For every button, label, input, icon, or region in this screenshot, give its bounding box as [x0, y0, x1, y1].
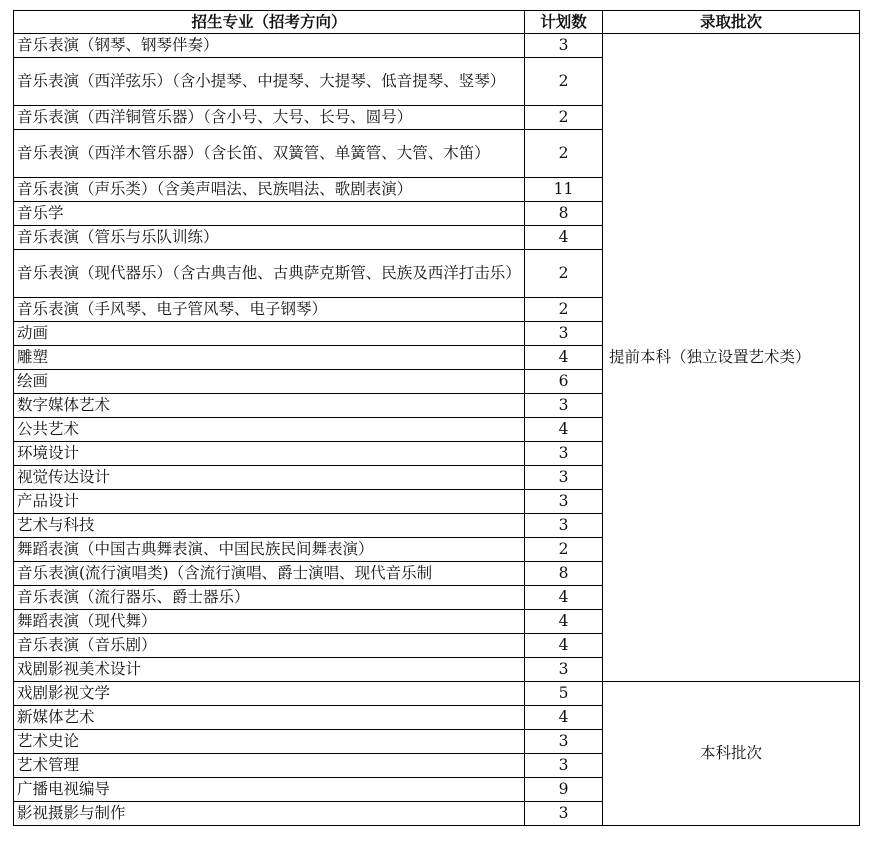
table-row: [14, 34, 860, 58]
major-cell: 艺术史论: [14, 730, 525, 754]
major-cell: 新媒体艺术: [14, 706, 525, 730]
table-row: [14, 682, 860, 706]
quota-cell: 8: [525, 562, 603, 586]
quota-cell: 3: [525, 466, 603, 490]
major-cell: 音乐表演（西洋弦乐）（含小提琴、中提琴、大提琴、低音提琴、竖琴）: [14, 58, 525, 106]
major-cell: 视觉传达设计: [14, 466, 525, 490]
major-cell: 音乐表演（手风琴、电子管风琴、电子钢琴）: [14, 298, 525, 322]
major-cell: 音乐表演（声乐类）（含美声唱法、民族唱法、歌剧表演）: [14, 178, 525, 202]
quota-cell: 2: [525, 58, 603, 106]
quota-cell: 4: [525, 586, 603, 610]
quota-cell: 3: [525, 490, 603, 514]
table-header-row: [14, 11, 860, 34]
major-cell: 产品设计: [14, 490, 525, 514]
major-cell: 音乐表演（管乐与乐队训练）: [14, 226, 525, 250]
quota-cell: 2: [525, 250, 603, 298]
quota-cell: 3: [525, 34, 603, 58]
quota-cell: 3: [525, 730, 603, 754]
major-cell: 数字媒体艺术: [14, 394, 525, 418]
quota-cell: 9: [525, 778, 603, 802]
quota-cell: 6: [525, 370, 603, 394]
major-cell: 舞蹈表演（现代舞）: [14, 610, 525, 634]
header-batch: 录取批次: [603, 11, 860, 34]
major-cell: 戏剧影视美术设计: [14, 658, 525, 682]
quota-cell: 2: [525, 298, 603, 322]
major-cell: 广播电视编导: [14, 778, 525, 802]
quota-cell: 4: [525, 610, 603, 634]
major-cell: 雕塑: [14, 346, 525, 370]
batch-cell: 提前本科（独立设置艺术类）: [603, 34, 860, 682]
major-cell: 音乐表演（音乐剧）: [14, 634, 525, 658]
quota-cell: 3: [525, 754, 603, 778]
major-cell: 音乐表演（西洋木管乐器）（含长笛、双簧管、单簧管、大管、木笛）: [14, 130, 525, 178]
major-cell: 艺术与科技: [14, 514, 525, 538]
quota-cell: 4: [525, 706, 603, 730]
major-cell: 公共艺术: [14, 418, 525, 442]
quota-cell: 8: [525, 202, 603, 226]
quota-cell: 3: [525, 514, 603, 538]
major-cell: 戏剧影视文学: [14, 682, 525, 706]
quota-cell: 4: [525, 418, 603, 442]
major-cell: 艺术管理: [14, 754, 525, 778]
quota-cell: 3: [525, 322, 603, 346]
major-cell: 舞蹈表演（中国古典舞表演、中国民族民间舞表演）: [14, 538, 525, 562]
major-cell: 音乐表演(流行演唱类)（含流行演唱、爵士演唱、现代音乐制: [14, 562, 525, 586]
table-body: [14, 34, 860, 826]
header-major: 招生专业（招考方向）: [14, 11, 525, 34]
major-cell: 音乐表演（流行器乐、爵士器乐）: [14, 586, 525, 610]
major-cell: 音乐表演（钢琴、钢琴伴奏）: [14, 34, 525, 58]
quota-cell: 11: [525, 178, 603, 202]
header-quota: 计划数: [525, 11, 603, 34]
quota-cell: 4: [525, 346, 603, 370]
quota-cell: 2: [525, 130, 603, 178]
quota-cell: 3: [525, 394, 603, 418]
major-cell: 绘画: [14, 370, 525, 394]
quota-cell: 2: [525, 106, 603, 130]
batch-cell: 本科批次: [603, 682, 860, 826]
quota-cell: 3: [525, 442, 603, 466]
major-cell: 影视摄影与制作: [14, 802, 525, 826]
admissions-plan-table: [13, 10, 860, 826]
quota-cell: 4: [525, 634, 603, 658]
major-cell: 动画: [14, 322, 525, 346]
major-cell: 音乐表演（西洋铜管乐器）（含小号、大号、长号、圆号）: [14, 106, 525, 130]
quota-cell: 4: [525, 226, 603, 250]
quota-cell: 2: [525, 538, 603, 562]
major-cell: 音乐学: [14, 202, 525, 226]
quota-cell: 3: [525, 658, 603, 682]
quota-cell: 3: [525, 802, 603, 826]
admissions-table-container: [13, 10, 860, 826]
major-cell: 音乐表演（现代器乐）（含古典吉他、古典萨克斯管、民族及西洋打击乐）: [14, 250, 525, 298]
quota-cell: 5: [525, 682, 603, 706]
major-cell: 环境设计: [14, 442, 525, 466]
